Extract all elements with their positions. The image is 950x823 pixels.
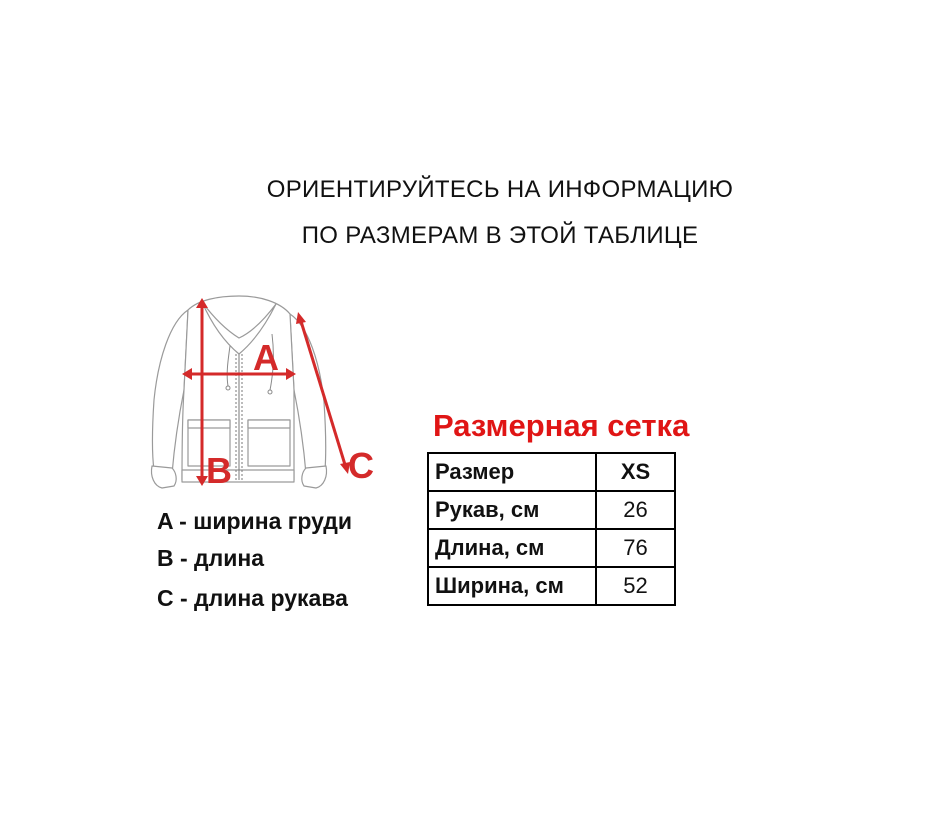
table-row [428, 453, 675, 491]
size-chart-table [427, 452, 676, 606]
legend-length: B - длина [157, 545, 265, 571]
legend-chest-width: A - ширина груди [157, 508, 353, 534]
legend-sleeve-length: C - длина рукава [157, 585, 348, 611]
heading-line-2: ПО РАЗМЕРАМ В ЭТОЙ ТАБЛИЦЕ [301, 222, 699, 249]
table-row [428, 491, 675, 529]
row-value: 52 [596, 567, 675, 605]
size-header-value: XS [596, 453, 675, 491]
measurement-label-c: C [348, 445, 374, 486]
measurement-label-a: A [253, 337, 279, 378]
size-header-label: Размер [428, 453, 596, 491]
size-chart-title: Размерная сетка [433, 408, 690, 443]
table-row [428, 529, 675, 567]
jacket-measurement-diagram [140, 290, 380, 500]
table-row [428, 567, 675, 605]
row-label: Ширина, см [428, 567, 596, 605]
row-value: 76 [596, 529, 675, 567]
row-label: Длина, см [428, 529, 596, 567]
row-label: Рукав, см [428, 491, 596, 529]
measurement-label-b: B [206, 450, 232, 491]
row-value: 26 [596, 491, 675, 529]
heading-line-1: ОРИЕНТИРУЙТЕСЬ НА ИНФОРМАЦИЮ [266, 176, 734, 203]
